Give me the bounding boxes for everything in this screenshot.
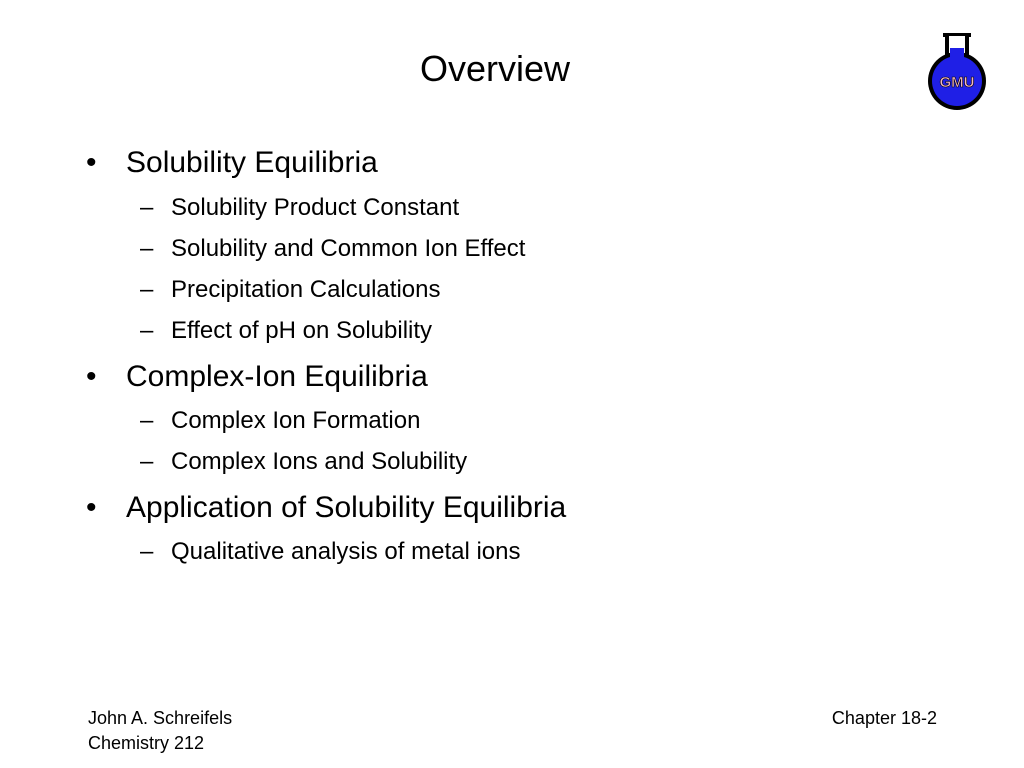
dash: – xyxy=(140,194,154,221)
dash: – xyxy=(140,317,154,344)
dash: – xyxy=(140,235,154,262)
dash: – xyxy=(140,538,154,565)
footer-author: John A. Schreifels xyxy=(88,708,233,728)
gmu-flask-logo xyxy=(926,30,992,114)
list-item xyxy=(86,359,428,395)
bullet: • xyxy=(86,146,97,179)
sub-list-item xyxy=(140,234,525,264)
sub-list-item xyxy=(140,193,459,223)
sub-list-item-text: Solubility Product Constant xyxy=(171,194,460,221)
list-item-text: Complex-Ion Equilibria xyxy=(126,360,428,393)
footer-course: Chemistry 212 xyxy=(88,733,205,753)
flask-icon xyxy=(926,30,992,114)
sub-list-item xyxy=(140,316,432,346)
sub-list-item xyxy=(140,406,420,436)
sub-list-item-text: Qualitative analysis of metal ions xyxy=(171,538,521,565)
dash: – xyxy=(140,448,154,475)
sub-list-item xyxy=(140,275,440,305)
footer-left xyxy=(88,706,232,756)
sub-list-item xyxy=(140,447,467,477)
sub-list-item-text: Solubility and Common Ion Effect xyxy=(171,235,526,262)
sub-list-item-text: Precipitation Calculations xyxy=(171,276,441,303)
list-item-text: Application of Solubility Equilibria xyxy=(126,491,567,524)
sub-list-item-text: Complex Ion Formation xyxy=(171,407,421,434)
sub-list-item-text: Complex Ions and Solubility xyxy=(171,448,468,475)
dash: – xyxy=(140,407,154,434)
sub-list-item-text: Effect of pH on Solubility xyxy=(171,317,433,344)
list-item xyxy=(86,490,566,526)
logo-text: GMU xyxy=(939,74,975,91)
sub-list-item xyxy=(140,537,521,567)
slide-title: Overview xyxy=(419,48,571,89)
flask-neck-fill xyxy=(950,48,964,62)
list-item xyxy=(86,145,378,181)
list-item-text: Solubility Equilibria xyxy=(126,146,378,179)
bullet: • xyxy=(86,360,97,393)
bullet: • xyxy=(86,491,97,524)
footer-page-number: Chapter 18-2 xyxy=(831,708,937,728)
dash: – xyxy=(140,276,154,303)
